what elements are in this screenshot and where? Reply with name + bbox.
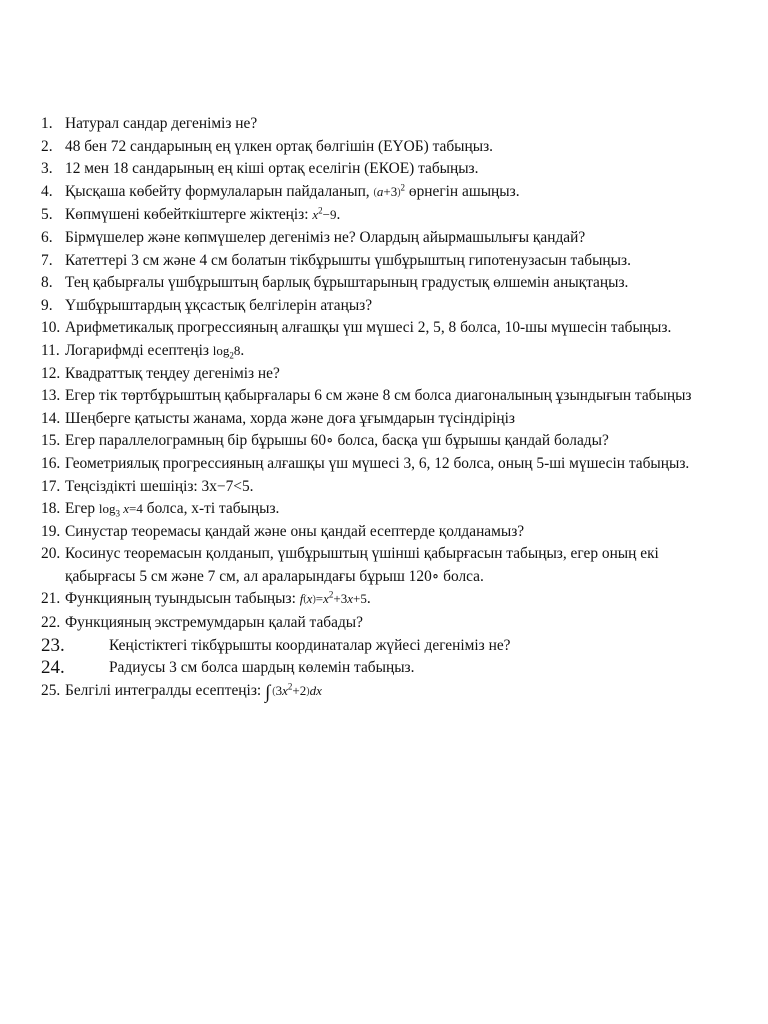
question-number: 3. [41, 160, 53, 178]
question-text: Теңсіздікті шешіңіз: 3x−7<5. [65, 477, 254, 495]
question-text: Геометриялық прогрессияның алғашқы үш мүшесі 3, 6, 12 болса, оның 5-ші мүшесін табыңыз. [65, 454, 690, 472]
question-item [41, 453, 721, 476]
question-number: 12. [41, 364, 61, 382]
question-number: 15. [41, 432, 61, 450]
question-text: Көпмүшені көбейткіштерге жіктеңіз: [65, 206, 313, 224]
question-text-tail: . [336, 206, 341, 224]
question-item [41, 136, 721, 159]
question-text: Шеңберге қатысты жанама, хорда және доға ұғымдарын түсіндіріңіз [65, 409, 515, 427]
question-text: Бірмүшелер және көпмүшелер дегеніміз не? Олардың айырмашылығы қандай? [65, 228, 586, 246]
question-number: 13. [41, 387, 61, 405]
formula-square-of-sum: $(a+3)^2$ [373, 182, 406, 199]
question-item [41, 363, 721, 386]
question-item [41, 158, 721, 181]
question-list [41, 113, 721, 704]
question-text: Радиусы 3 см болса шардың көлемін табыңыз. [109, 659, 415, 677]
question-number: 22. [41, 614, 61, 632]
question-text: Функцияның туындысын табыңыз: [65, 590, 300, 608]
question-text: 48 бен 72 сандарының ең үлкен ортақ бөлгішін (ЕҮОБ) табыңыз. [65, 137, 494, 155]
question-text: Белгілі интегралды есептеңіз: [65, 681, 266, 699]
question-item [41, 227, 721, 250]
question-text-tail: . [240, 341, 245, 359]
question-text-tail: . [366, 590, 371, 608]
formula-function: $f(x)=x^2+3x+5$ [299, 590, 367, 607]
question-number: 9. [41, 296, 53, 314]
formula-integral: ∫ $(3x^2+2)dx$ [265, 681, 322, 703]
question-number: 10. [41, 319, 61, 337]
question-item [41, 340, 721, 363]
question-number: 14. [41, 409, 61, 427]
question-item [41, 680, 721, 705]
question-item [41, 113, 721, 136]
formula-logarithm: $\log_28$ [212, 342, 241, 361]
question-text: Үшбұрыштардың ұқсастық белгілерін атаңыз? [65, 296, 373, 314]
question-number: 20. [41, 545, 61, 563]
question-item [41, 430, 721, 453]
question-item [41, 385, 721, 408]
question-text: Логарифмді есептеңіз [65, 341, 213, 359]
question-text: Егер параллелограмның бір бұрышы 60∘ болса, басқа үш бұрышы қандай болады? [65, 432, 609, 450]
question-item [41, 635, 721, 658]
question-text: Қысқаша көбейту формулаларын пайдаланып, [65, 182, 374, 200]
question-item [41, 543, 721, 588]
question-item [41, 408, 721, 431]
question-text: Егер тік төртбұрыштың қабырғалары 6 см және 8 см болса диагоналының ұзындығын табыңыз [65, 387, 692, 405]
question-number: 24. [41, 657, 65, 679]
question-number: 1. [41, 115, 53, 132]
question-text: Егер [65, 500, 99, 518]
question-text: Тең қабырғалы үшбұрыштың барлық бұрыштарының градустық өлшемін анықтаңыз. [65, 274, 629, 292]
question-number: 18. [41, 500, 61, 518]
question-item [41, 476, 721, 499]
question-number: 21. [41, 590, 61, 608]
question-text-tail: өрнегін ашыңыз. [405, 182, 520, 200]
question-text: 12 мен 18 сандарының ең кіші ортақ еселігін (ЕКОЕ) табыңыз. [65, 160, 479, 178]
question-number: 6. [41, 228, 53, 246]
question-number: 4. [41, 182, 53, 200]
question-number: 7. [41, 251, 53, 269]
question-number: 19. [41, 522, 61, 540]
question-number: 5. [41, 206, 53, 224]
question-item [41, 317, 721, 340]
formula-polynomial: $x^2-9$ [312, 206, 337, 223]
question-item [41, 588, 721, 612]
question-number: 17. [41, 477, 61, 495]
question-number: 23. [41, 634, 65, 656]
question-text: Катеттері 3 см және 4 см болатын тікбұрышты үшбұрыштың гипотенузасын табыңыз. [65, 251, 631, 269]
question-text: Натурал сандар дегеніміз не? [65, 115, 258, 132]
question-item [41, 204, 721, 227]
question-text: Квадраттық теңдеу дегеніміз не? [65, 364, 280, 382]
question-text: Функцияның экстремумдарын қалай табады? [65, 614, 363, 632]
question-number: 25. [41, 681, 61, 699]
question-text: Арифметикалық прогрессияның алғашқы үш мүшесі 2, 5, 8 болса, 10-шы мүшесін табыңыз. [65, 319, 672, 337]
question-item [41, 272, 721, 295]
question-number: 2. [41, 137, 53, 155]
question-item [41, 612, 721, 635]
question-item [41, 295, 721, 318]
question-number: 11. [41, 341, 60, 359]
question-item [41, 498, 721, 521]
question-item [41, 250, 721, 273]
question-item [41, 657, 721, 680]
formula-logarithm-equation: $\log_3 x=4$ [98, 501, 143, 519]
question-text-tail: болса, x-ті табыңыз. [142, 500, 280, 518]
question-text: Синустар теоремасы қандай және оны қандай есептерде қолданамыз? [65, 522, 525, 540]
question-number: 8. [41, 274, 53, 292]
question-item [41, 521, 721, 544]
question-item [41, 181, 721, 205]
question-number: 16. [41, 454, 61, 472]
question-text: Косинус теоремасын қолданып, үшбұрыштың үшінші қабырғасын табыңыз, егер оның екі қабырғасы 5 см және 7 см, ал араларындағы бұрыш 120∘ болса. [65, 545, 659, 585]
question-text: Кеңістіктегі тікбұрышты координаталар жүйесі дегеніміз не? [109, 636, 511, 654]
